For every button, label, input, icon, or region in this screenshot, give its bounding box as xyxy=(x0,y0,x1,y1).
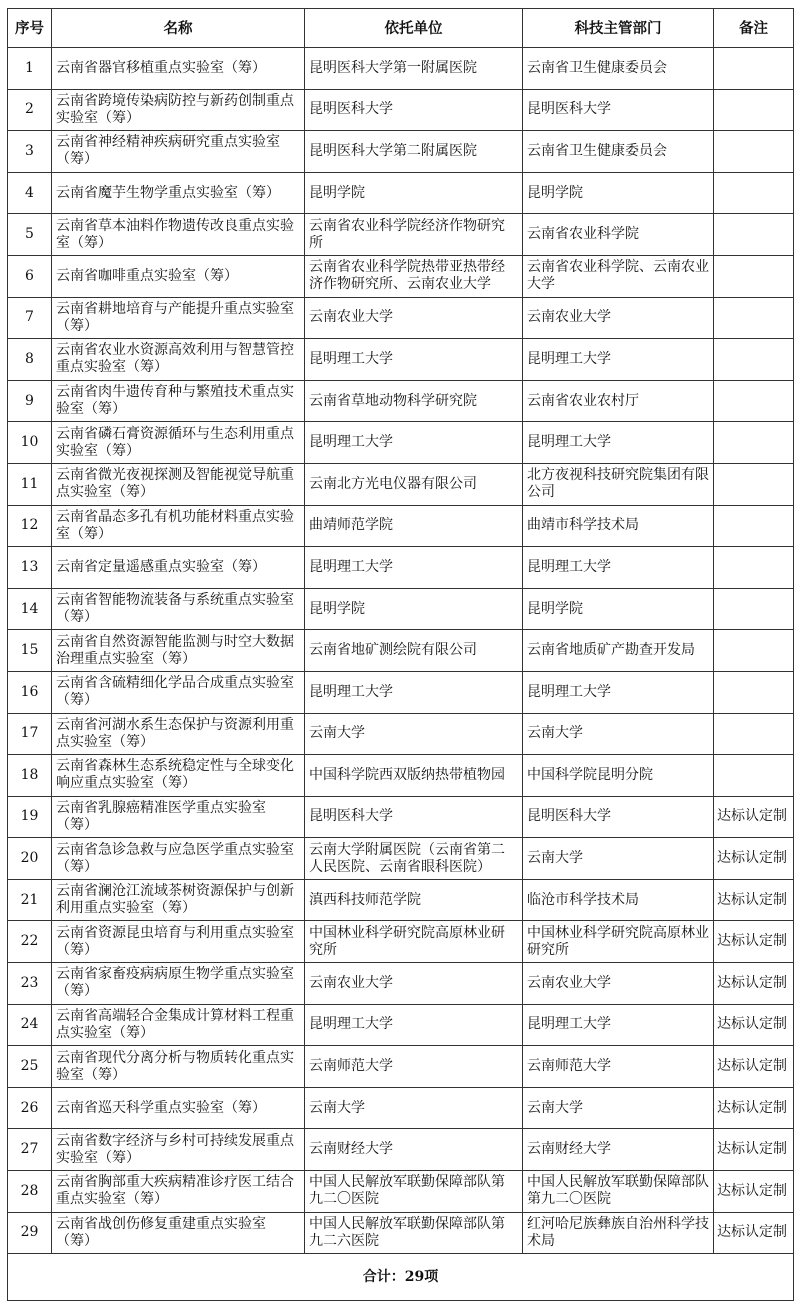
row-name: 云南省含硫精细化学品合成重点实验室（筹） xyxy=(52,671,305,713)
row-name: 云南省澜沧江流域茶树资源保护与创新利用重点实验室（筹） xyxy=(52,879,305,921)
table-row xyxy=(8,547,794,589)
row-dept: 临沧市科学技术局 xyxy=(523,879,714,921)
row-unit: 云南农业大学 xyxy=(305,963,523,1005)
row-seq: 9 xyxy=(8,380,52,422)
lab-list-table xyxy=(7,8,794,1301)
row-dept: 昆明学院 xyxy=(523,172,714,214)
table-row xyxy=(8,755,794,797)
row-note xyxy=(714,214,794,256)
row-seq: 1 xyxy=(8,48,52,90)
row-seq: 25 xyxy=(8,1046,52,1088)
row-note: 达标认定制 xyxy=(714,921,794,963)
row-name: 云南省农业水资源高效利用与智慧管控重点实验室（筹） xyxy=(52,339,305,381)
row-name: 云南省草本油料作物遗传改良重点实验室（筹） xyxy=(52,214,305,256)
row-name: 云南省自然资源智能监测与时空大数据治理重点实验室（筹） xyxy=(52,630,305,672)
row-unit: 昆明医科大学第二附属医院 xyxy=(305,131,523,173)
row-seq: 12 xyxy=(8,505,52,547)
row-name: 云南省定量遥感重点实验室（筹） xyxy=(52,547,305,589)
row-unit: 滇西科技师范学院 xyxy=(305,879,523,921)
row-unit: 云南大学 xyxy=(305,713,523,755)
row-name: 云南省胸部重大疾病精准诊疗医工结合重点实验室（筹） xyxy=(52,1171,305,1213)
row-note: 达标认定制 xyxy=(714,1087,794,1129)
table-row xyxy=(8,1004,794,1046)
row-note xyxy=(714,713,794,755)
row-dept: 昆明理工大学 xyxy=(523,422,714,464)
row-note xyxy=(714,339,794,381)
table-row xyxy=(8,1046,794,1088)
row-seq: 21 xyxy=(8,879,52,921)
row-note: 达标认定制 xyxy=(714,1129,794,1171)
row-unit: 昆明理工大学 xyxy=(305,422,523,464)
table-row xyxy=(8,838,794,880)
row-seq: 8 xyxy=(8,339,52,381)
table-row xyxy=(8,1212,794,1254)
table-row xyxy=(8,630,794,672)
row-seq: 23 xyxy=(8,963,52,1005)
table-row xyxy=(8,796,794,838)
row-unit: 昆明医科大学 xyxy=(305,89,523,131)
row-dept: 云南大学 xyxy=(523,713,714,755)
row-note xyxy=(714,422,794,464)
table-footer-row xyxy=(8,1254,794,1301)
table-row xyxy=(8,172,794,214)
row-name: 云南省晶态多孔有机功能材料重点实验室（筹） xyxy=(52,505,305,547)
row-dept: 昆明理工大学 xyxy=(523,339,714,381)
row-unit: 中国科学院西双版纳热带植物园 xyxy=(305,755,523,797)
row-note: 达标认定制 xyxy=(714,1171,794,1213)
row-seq: 16 xyxy=(8,671,52,713)
row-name: 云南省耕地培育与产能提升重点实验室（筹） xyxy=(52,297,305,339)
table-row xyxy=(8,1087,794,1129)
row-unit: 云南北方光电仪器有限公司 xyxy=(305,463,523,505)
table-row xyxy=(8,48,794,90)
row-name: 云南省肉牛遗传育种与繁殖技术重点实验室（筹） xyxy=(52,380,305,422)
row-unit: 云南省草地动物科学研究院 xyxy=(305,380,523,422)
row-note xyxy=(714,505,794,547)
row-note xyxy=(714,671,794,713)
row-note: 达标认定制 xyxy=(714,1212,794,1254)
table-row xyxy=(8,588,794,630)
row-dept: 曲靖市科学技术局 xyxy=(523,505,714,547)
row-unit: 云南省农业科学院经济作物研究所 xyxy=(305,214,523,256)
row-unit: 云南师范大学 xyxy=(305,1046,523,1088)
row-seq: 15 xyxy=(8,630,52,672)
row-seq: 24 xyxy=(8,1004,52,1046)
table-row xyxy=(8,422,794,464)
row-note: 达标认定制 xyxy=(714,1004,794,1046)
row-note: 达标认定制 xyxy=(714,838,794,880)
row-note xyxy=(714,630,794,672)
row-name: 云南省战创伤修复重建重点实验室（筹） xyxy=(52,1212,305,1254)
row-dept: 昆明医科大学 xyxy=(523,796,714,838)
row-unit: 云南大学附属医院（云南省第二人民医院、云南省眼科医院） xyxy=(305,838,523,880)
row-dept: 云南大学 xyxy=(523,1087,714,1129)
header-note: 备注 xyxy=(714,9,794,48)
row-name: 云南省资源昆虫培育与利用重点实验室（筹） xyxy=(52,921,305,963)
row-dept: 云南省农业农村厅 xyxy=(523,380,714,422)
row-seq: 7 xyxy=(8,297,52,339)
row-seq: 13 xyxy=(8,547,52,589)
row-unit: 昆明理工大学 xyxy=(305,339,523,381)
row-dept: 云南省卫生健康委员会 xyxy=(523,131,714,173)
row-dept: 云南大学 xyxy=(523,838,714,880)
row-name: 云南省器官移植重点实验室（筹） xyxy=(52,48,305,90)
row-unit: 昆明学院 xyxy=(305,588,523,630)
row-note xyxy=(714,463,794,505)
row-dept: 云南农业大学 xyxy=(523,963,714,1005)
row-name: 云南省高端轻合金集成计算材料工程重点实验室（筹） xyxy=(52,1004,305,1046)
row-dept: 云南省农业科学院 xyxy=(523,214,714,256)
row-name: 云南省微光夜视探测及智能视觉导航重点实验室（筹） xyxy=(52,463,305,505)
row-dept: 昆明理工大学 xyxy=(523,671,714,713)
row-seq: 11 xyxy=(8,463,52,505)
header-seq: 序号 xyxy=(8,9,52,48)
table-row xyxy=(8,1171,794,1213)
row-seq: 27 xyxy=(8,1129,52,1171)
row-seq: 20 xyxy=(8,838,52,880)
row-note: 达标认定制 xyxy=(714,963,794,1005)
row-seq: 28 xyxy=(8,1171,52,1213)
row-dept: 中国人民解放军联勤保障部队第九二〇医院 xyxy=(523,1171,714,1213)
row-note: 达标认定制 xyxy=(714,879,794,921)
table-row xyxy=(8,671,794,713)
row-dept: 昆明理工大学 xyxy=(523,1004,714,1046)
row-seq: 5 xyxy=(8,214,52,256)
row-note xyxy=(714,588,794,630)
row-dept: 红河哈尼族彝族自治州科学技术局 xyxy=(523,1212,714,1254)
row-unit: 云南农业大学 xyxy=(305,297,523,339)
row-unit: 云南省地矿测绘院有限公司 xyxy=(305,630,523,672)
table-row xyxy=(8,963,794,1005)
row-note: 达标认定制 xyxy=(714,796,794,838)
header-dept: 科技主管部门 xyxy=(523,9,714,48)
row-dept: 北方夜视科技研究院集团有限公司 xyxy=(523,463,714,505)
row-name: 云南省急诊急救与应急医学重点实验室（筹） xyxy=(52,838,305,880)
row-note xyxy=(714,547,794,589)
table-row xyxy=(8,921,794,963)
row-name: 云南省河湖水系生态保护与资源利用重点实验室（筹） xyxy=(52,713,305,755)
row-note xyxy=(714,755,794,797)
row-seq: 14 xyxy=(8,588,52,630)
row-note xyxy=(714,89,794,131)
row-dept: 昆明医科大学 xyxy=(523,89,714,131)
row-name: 云南省磷石膏资源循环与生态利用重点实验室（筹） xyxy=(52,422,305,464)
row-seq: 17 xyxy=(8,713,52,755)
table-row xyxy=(8,339,794,381)
row-unit: 昆明理工大学 xyxy=(305,547,523,589)
row-name: 云南省数字经济与乡村可持续发展重点实验室（筹） xyxy=(52,1129,305,1171)
row-dept: 云南财经大学 xyxy=(523,1129,714,1171)
row-note xyxy=(714,297,794,339)
row-unit: 曲靖师范学院 xyxy=(305,505,523,547)
row-unit: 昆明学院 xyxy=(305,172,523,214)
row-name: 云南省家畜疫病病原生物学重点实验室（筹） xyxy=(52,963,305,1005)
row-name: 云南省跨境传染病防控与新药创制重点实验室（筹） xyxy=(52,89,305,131)
row-unit: 中国林业科学研究院高原林业研究所 xyxy=(305,921,523,963)
row-seq: 4 xyxy=(8,172,52,214)
row-name: 云南省魔芋生物学重点实验室（筹） xyxy=(52,172,305,214)
row-seq: 2 xyxy=(8,89,52,131)
table-row xyxy=(8,879,794,921)
total-cell: 合计：29项 xyxy=(8,1254,794,1301)
row-unit: 昆明医科大学 xyxy=(305,796,523,838)
row-note: 达标认定制 xyxy=(714,1046,794,1088)
row-note xyxy=(714,48,794,90)
row-seq: 26 xyxy=(8,1087,52,1129)
row-seq: 10 xyxy=(8,422,52,464)
row-name: 云南省乳腺癌精准医学重点实验室（筹） xyxy=(52,796,305,838)
row-name: 云南省巡天科学重点实验室（筹） xyxy=(52,1087,305,1129)
row-dept: 云南农业大学 xyxy=(523,297,714,339)
row-name: 云南省现代分离分析与物质转化重点实验室（筹） xyxy=(52,1046,305,1088)
table-body xyxy=(8,48,794,1254)
row-dept: 中国林业科学研究院高原林业研究所 xyxy=(523,921,714,963)
row-seq: 18 xyxy=(8,755,52,797)
table-header-row xyxy=(8,9,794,48)
row-seq: 29 xyxy=(8,1212,52,1254)
row-unit: 云南大学 xyxy=(305,1087,523,1129)
header-unit: 依托单位 xyxy=(305,9,523,48)
row-seq: 3 xyxy=(8,131,52,173)
table-row xyxy=(8,131,794,173)
row-unit: 中国人民解放军联勤保障部队第九二六医院 xyxy=(305,1212,523,1254)
row-unit: 昆明理工大学 xyxy=(305,671,523,713)
row-note xyxy=(714,172,794,214)
row-seq: 6 xyxy=(8,255,52,297)
row-dept: 云南省农业科学院、云南农业大学 xyxy=(523,255,714,297)
row-note xyxy=(714,255,794,297)
row-dept: 云南省卫生健康委员会 xyxy=(523,48,714,90)
row-dept: 中国科学院昆明分院 xyxy=(523,755,714,797)
table-row xyxy=(8,255,794,297)
row-dept: 昆明理工大学 xyxy=(523,547,714,589)
table-row xyxy=(8,214,794,256)
row-unit: 昆明理工大学 xyxy=(305,1004,523,1046)
row-name: 云南省森林生态系统稳定性与全球变化响应重点实验室（筹） xyxy=(52,755,305,797)
row-dept: 云南省地质矿产勘查开发局 xyxy=(523,630,714,672)
table-row xyxy=(8,505,794,547)
row-unit: 昆明医科大学第一附属医院 xyxy=(305,48,523,90)
table-row xyxy=(8,297,794,339)
table-row xyxy=(8,380,794,422)
row-unit: 云南财经大学 xyxy=(305,1129,523,1171)
row-note xyxy=(714,131,794,173)
row-seq: 22 xyxy=(8,921,52,963)
table-row xyxy=(8,1129,794,1171)
row-unit: 中国人民解放军联勤保障部队第九二〇医院 xyxy=(305,1171,523,1213)
row-dept: 昆明学院 xyxy=(523,588,714,630)
row-dept: 云南师范大学 xyxy=(523,1046,714,1088)
table-row xyxy=(8,713,794,755)
row-note xyxy=(714,380,794,422)
header-name: 名称 xyxy=(52,9,305,48)
row-unit: 云南省农业科学院热带亚热带经济作物研究所、云南农业大学 xyxy=(305,255,523,297)
row-name: 云南省智能物流装备与系统重点实验室（筹） xyxy=(52,588,305,630)
row-seq: 19 xyxy=(8,796,52,838)
row-name: 云南省神经精神疾病研究重点实验室（筹） xyxy=(52,131,305,173)
row-name: 云南省咖啡重点实验室（筹） xyxy=(52,255,305,297)
table-row xyxy=(8,463,794,505)
table-row xyxy=(8,89,794,131)
